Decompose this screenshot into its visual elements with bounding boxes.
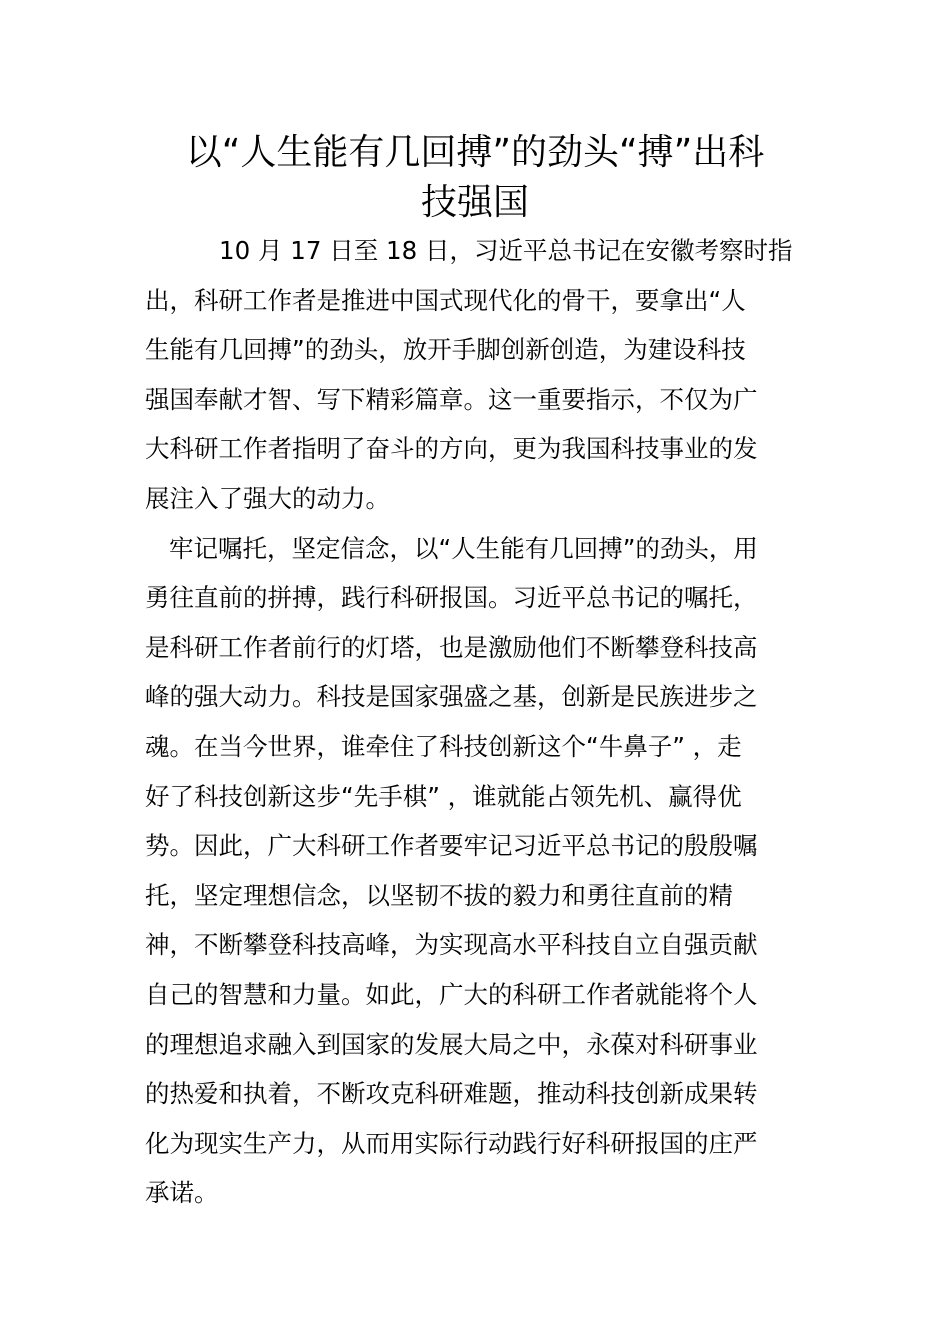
text-line: 牢记嘱托，坚定信念，以“人生能有几回搏”的劲头，用 xyxy=(169,533,758,563)
document-body xyxy=(145,226,825,1218)
text-line: 展注入了强大的动力。 xyxy=(145,483,390,513)
text-line: 的理想追求融入到国家的发展大局之中，永葆对科研事业 xyxy=(145,1029,758,1059)
text-line: 化为现实生产力，从而用实际行动践行好科研报国的庄严 xyxy=(145,1128,758,1158)
text-line: 是科研工作者前行的灯塔，也是激励他们不断攀登科技高 xyxy=(145,632,758,662)
text-line: 势。因此，广大科研工作者要牢记习近平总书记的殷殷嘱 xyxy=(145,831,758,861)
text-line: 10 月 17 日至 18 日，习近平总书记在安徽考察时指 xyxy=(219,236,793,265)
text-line: 魂。在当今世界，谁牵住了科技创新这个“牛鼻子” ，走 xyxy=(145,731,742,761)
text-line: 峰的强大动力。科技是国家强盛之基，创新是民族进步之 xyxy=(145,682,758,712)
paragraph-1 xyxy=(145,226,825,524)
text-line: 勇往直前的拼搏，践行科研报国。习近平总书记的嘱托， xyxy=(145,583,758,613)
text-line: 出，科研工作者是推进中国式现代化的骨干，要拿出“人 xyxy=(145,285,746,315)
paragraph-2 xyxy=(145,524,825,1218)
text-line: 的热爱和执着，不断攻克科研难题，推动科技创新成果转 xyxy=(145,1079,758,1109)
text-line: 自己的智慧和力量。如此，广大的科研工作者就能将个人 xyxy=(145,979,758,1009)
text-line: 神，不断攀登科技高峰，为实现高水平科技自立自强贡献 xyxy=(145,930,758,960)
title-line-2: 技强国 xyxy=(420,182,529,223)
text-line: 好了科技创新这步“先手棋” ，谁就能占领先机、赢得优 xyxy=(145,781,742,811)
document-title xyxy=(140,128,810,228)
text-line: 承诺。 xyxy=(145,1178,219,1208)
title-line-1: 以“人生能有几回搏”的劲头“搏”出科 xyxy=(185,132,765,173)
text-line: 托，坚定理想信念，以坚韧不拔的毅力和勇往直前的精 xyxy=(145,880,733,910)
text-line: 生能有几回搏”的劲头，放开手脚创新创造，为建设科技 xyxy=(145,335,746,365)
text-line: 强国奉献才智、写下精彩篇章。这一重要指示，不仅为广 xyxy=(145,384,758,414)
text-line: 大科研工作者指明了奋斗的方向，更为我国科技事业的发 xyxy=(145,434,758,464)
